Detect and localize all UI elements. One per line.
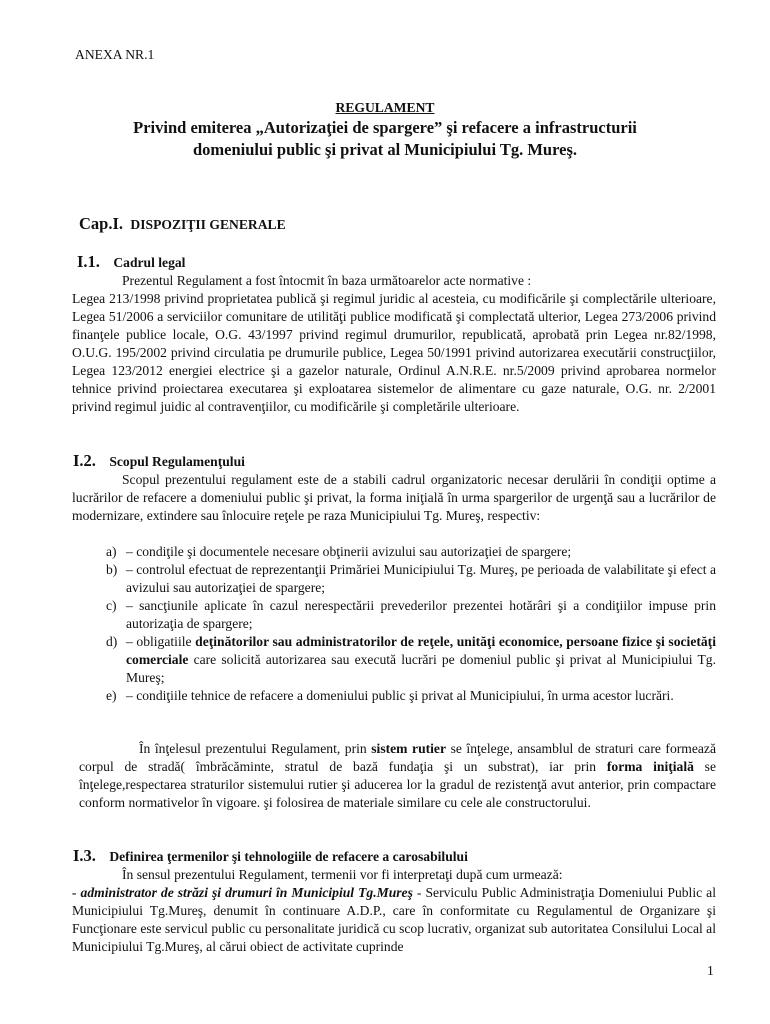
section-heading-2 (73, 452, 245, 471)
purpose-list (72, 543, 716, 705)
list-item-text: – condiţile şi documentele necesare obţinerii avizului sau autorizaţiei de spargere; (126, 544, 572, 559)
list-item-text: care solicită autorizarea sau execută lucrări pe domeniul public şi privat al Municipiului Tg. Mureş; (126, 652, 716, 685)
title-regulament: REGULAMENT (335, 100, 435, 115)
list-marker: e) (106, 688, 117, 703)
legal-acts-paragraph: Legea 213/1998 privind proprietatea publică şi regimul juridic al acesteia, cu modificările şi complectările ulterioare, Legea 51/2006 a serviciilor comunitare de utilităţi publice modificată şi complectată ulterior, Legea 273/2006 privind finanţele publice locale, O.G. 43/1997 privind regimul drumurilor, republicată, aprobată prin Legea nr.82/1998, O.U.G. 195/2002 privind circulatia pe drumurile publice, Legea 50/1991 privind autorizarea executării construcţiilor, Legea 123/2012 energiei electrice şi a gazelor naturale, Ordinul A.N.R.E. nr.5/2009 privind aprobarea normelor tehnice privind proiectarea executarea şi exploatarea sistemelor de alimentare cu gaze naturale, O.G. nr. 2/2001 privind regimul juidic al contravenţiilor, cu modificările şi completările ulterioare. (72, 291, 716, 414)
paragraph-text: În înţelesul prezentului Regulament, prin (139, 741, 372, 756)
section-label: Cadrul legal (113, 255, 186, 270)
defined-term: - administrator de străzi şi drumuri în Municipiul Tg.Mureş (72, 885, 413, 900)
document-title (0, 99, 770, 161)
chapter-heading (79, 215, 286, 234)
title-line-2: Privind emiterea „Autorizaţiei de spargere” şi refacere a infrastructurii (133, 118, 637, 137)
chapter-number: Cap.I. (79, 214, 124, 233)
page-number: 1 (707, 963, 714, 978)
definition-text: - Serviculu Public Administraţia Domeniului Public al Municipiului Tg.Mureş, denumit în continuare A.D.P., care în conformitate cu Regulamentul de Organizare şi Funcţionare este servicul public cu personalitate juridică cu scop lucrativ, organizat sub autoritatea Consilului Local al Municipiului Tg.Mureş, al cărui obiect de activitate cuprinde (72, 885, 716, 954)
section-2-intro (72, 471, 716, 525)
section-number: I.2. (73, 451, 96, 470)
definition-paragraph (79, 740, 716, 812)
term-forma-initiala: forma iniţială (606, 759, 694, 774)
annex-label: ANEXA NR.1 (75, 47, 155, 62)
chapter-label: DISPOZIŢII GENERALE (130, 217, 286, 232)
list-item (72, 597, 716, 633)
section-3-body (72, 866, 716, 956)
section-1-intro (72, 272, 716, 416)
definition-adp (72, 884, 716, 956)
section-number: I.3. (73, 846, 96, 865)
terms-intro: În sensul prezentului Regulament, termenii vor fi interpretaţi după cum urmează: (122, 867, 563, 882)
list-item-text: – controlul efectuat de reprezentanţii Primăriei Municipiului Tg. Mureş, pe perioada de valabilitate şi efect a avizului sau autorizaţiei de spargere; (126, 562, 716, 595)
list-item-text: – obligatiile (126, 634, 196, 649)
paragraph-text: se înţelege, ansamblul de straturi care formează corpul de stradă( îmbrăcăminte, stratul de bază fundaţia şi un substrat), iar prin (79, 741, 716, 774)
list-item-text: – condiţiile tehnice de refacere a domeniului public şi privat al Municipiului, în urma acestor lucrări. (126, 688, 674, 703)
paragraph-text: se înţelege,respectarea straturilor sistemului rutier şi aducerea lor la gradul de rezistenţă avut anterior, prin compactare conform normativelor în vigoare. şi folosirea de materiale similare cu cele ale constructorului. (79, 759, 716, 810)
list-item (72, 543, 716, 561)
section-label: Definirea ţermenilor şi tehnologiile de refacere a carosabilului (109, 849, 468, 864)
list-marker: c) (106, 598, 117, 613)
term-sistem-rutier: sistem rutier (371, 741, 447, 756)
list-item (72, 633, 716, 687)
list-item-bold-text: deţinătorilor sau administratorilor de reţele, unităţi economice, persoane fizice şi societăţi comerciale (126, 634, 716, 667)
list-item (72, 687, 716, 705)
section-heading-3 (73, 847, 468, 866)
section-number: I.1. (77, 252, 100, 271)
title-line-3: domeniului public şi privat al Municipiului Tg. Mureş. (192, 140, 578, 159)
section-heading-1 (77, 253, 185, 272)
intro-text: Prezentul Regulament a fost întocmit în baza următoarelor acte normative : (122, 273, 532, 288)
list-marker: a) (106, 544, 117, 559)
list-item (72, 561, 716, 597)
purpose-paragraph: Scopul prezentului regulament este de a stabili cadrul organizatoric necesar derulării în condiţii optime a lucrărilor de refacere a domeniului public şi privat, la forma iniţială în urma spargerilor de urgenţă sau a lucrărilor de modernizare, extindere sau înlocuire reţele pe raza Municipiului Tg. Mureş, respectiv: (72, 472, 716, 523)
list-marker: b) (106, 562, 118, 577)
list-marker: d) (106, 634, 118, 649)
list-item-text: – sancţiunile aplicate în cazul nerespectării prevederilor prezentei hotărâri şi a condiţiilor impuse prin autorizaţia de spargere; (126, 598, 716, 631)
road-system-paragraph (79, 740, 716, 812)
section-label: Scopul Regulamenţului (109, 454, 245, 469)
